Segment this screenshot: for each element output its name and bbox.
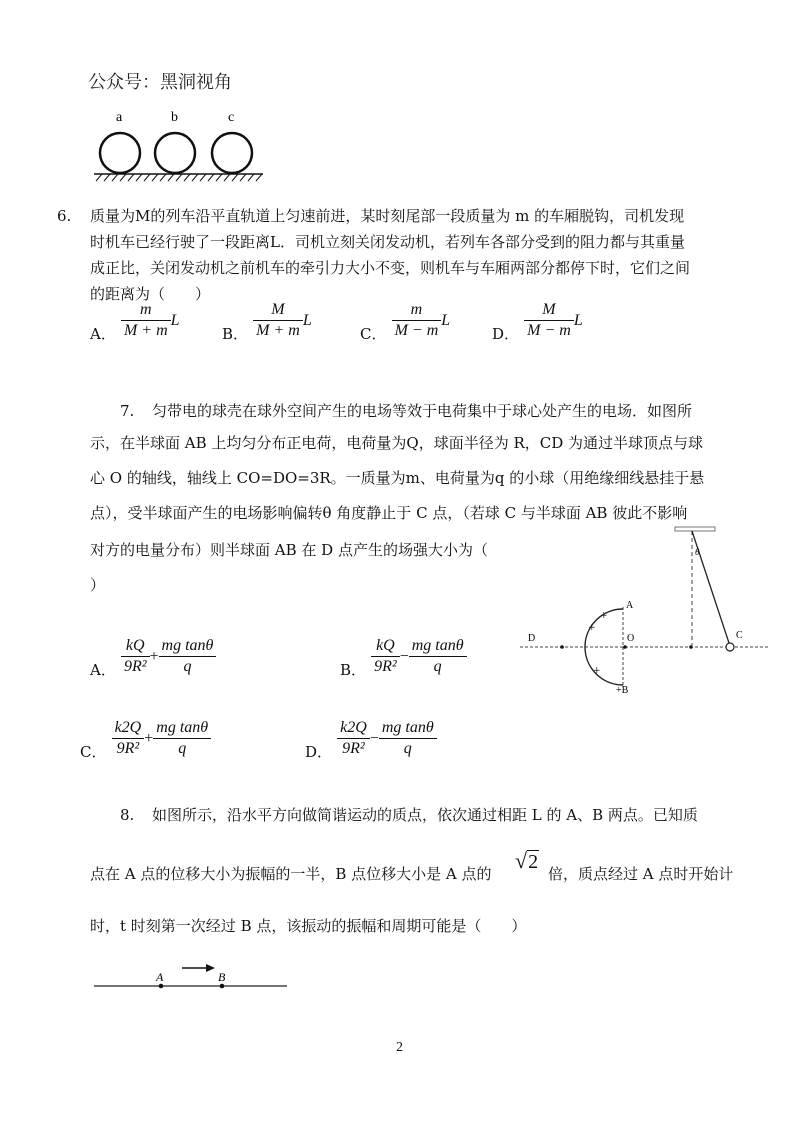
- q7-line-4: 点），受半球面产生的电场影响偏转θ 角度静止于 C 点，（若球 C 与半球面 AB 彼此不影响: [90, 504, 688, 522]
- q7-b-op: −: [399, 648, 409, 665]
- q6-line-4: 的距离为（ ）: [90, 285, 211, 303]
- q7-d-f2den: q: [403, 740, 412, 757]
- q7-line-6: ）: [90, 576, 106, 594]
- q6-a-den: M + m: [123, 322, 168, 339]
- q7-label-a: A: [626, 600, 634, 611]
- q6-number: 6.: [57, 207, 72, 225]
- q8-line-2a: 点在 A 点的位移大小为振幅的一半，B 点位移大小是 A 点的: [90, 865, 492, 883]
- q8-figure: [92, 955, 292, 995]
- q6-line-2: 时机车已经行驶了一段距离L．司机立刻关闭发动机，若列车各部分受到的阻力都与其重量: [90, 233, 685, 251]
- q7-label-b: +B: [616, 685, 629, 695]
- q8-sqrt2-radicand: 2: [528, 851, 539, 873]
- q7-label-c: C: [736, 630, 743, 641]
- svg-text:+: +: [593, 666, 601, 676]
- q7-option-c: [80, 718, 211, 759]
- q7-d-f1den: 9R²: [342, 740, 365, 757]
- q7-b-f1den: 9R²: [374, 658, 397, 675]
- q8-line-3: 时，t 时刻第一次经过 B 点，该振动的振幅和周期可能是（ ）: [90, 917, 527, 935]
- page-number: 2: [396, 1040, 403, 1055]
- q7-line-2: 示，在半球面 AB 上均匀分布正电荷，电荷量为Q，球面半径为 R，CD 为通过半球顶点与球: [90, 434, 704, 452]
- q7-a-f2num: mg tanθ: [159, 636, 217, 657]
- q7-option-b-label: B．: [340, 661, 367, 679]
- q8-label-b: B: [218, 970, 226, 984]
- ball-label-b: b: [171, 110, 178, 125]
- q7-c-f2num: mg tanθ: [153, 718, 211, 739]
- q7-c-f2den: q: [178, 740, 187, 757]
- q7-d-f2num: mg tanθ: [379, 718, 437, 739]
- q6-option-d: [492, 300, 583, 341]
- q7-label-d: D: [528, 633, 536, 644]
- q7-line-5: 对方的电量分布）则半球面 AB 在 D 点产生的场强大小为（: [90, 541, 488, 559]
- q8-sqrt2: √2: [515, 848, 539, 873]
- q7-label-o: O: [627, 633, 635, 644]
- q7-option-a-label: A．: [90, 661, 116, 679]
- q7-option-c-label: C．: [80, 743, 107, 761]
- svg-text:+: +: [600, 611, 608, 621]
- q7-option-b: [340, 636, 467, 677]
- ball-label-c: c: [228, 110, 235, 125]
- q6-b-den: M + m: [256, 322, 300, 339]
- q6-option-a-label: A．: [90, 325, 116, 343]
- q7-a-f1num: kQ: [121, 636, 150, 657]
- q7-ball-c: [726, 643, 734, 651]
- q6-option-a: [90, 300, 180, 341]
- watermark: 公众号：黑洞视角: [88, 72, 232, 93]
- q7-option-d-label: D．: [305, 743, 333, 761]
- q8-line-1: 如图所示，沿水平方向做简谐运动的质点，依次通过相距 L 的 A、B 两点。已知质: [152, 806, 698, 824]
- q6-c-num: m: [392, 300, 442, 321]
- q7-b-f2num: mg tanθ: [409, 636, 467, 657]
- ball-b: [155, 133, 195, 173]
- q6-line-1: 质量为M的列车沿平直轨道上匀速前进，某时刻尾部一段质量为 m 的车厢脱钩，司机发现: [90, 207, 685, 225]
- q7-d-f1num: k2Q: [337, 718, 370, 739]
- ball-label-a: a: [116, 110, 123, 125]
- q7-c-op: +: [144, 730, 154, 747]
- q6-c-den: M − m: [394, 322, 439, 339]
- ball-a: [100, 133, 140, 173]
- q7-d-op: −: [369, 730, 379, 747]
- q6-option-d-label: D．: [492, 325, 520, 343]
- q7-a-f1den: 9R²: [123, 658, 147, 675]
- q7-theta: θ: [695, 547, 700, 557]
- q6-line-3: 成正比，关闭发动机之前机车的牵引力大小不变，则机车与车厢两部分都停下时，它们之间: [90, 259, 691, 277]
- three-balls-figure: [88, 105, 288, 185]
- q7-line-3: 心 O 的轴线，轴线上 CO=DO=3R。一质量为m、电荷量为q 的小球（用绝缘细线悬挂于悬: [90, 469, 705, 487]
- q6-c-tail: L: [441, 312, 451, 329]
- q8-number: 8.: [120, 806, 135, 824]
- q7-figure: [520, 525, 770, 695]
- q7-option-a: [90, 636, 216, 677]
- q7-line-1: 匀带电的球壳在球外空间产生的电场等效于电荷集中于球心处产生的电场．如图所: [152, 402, 693, 420]
- q7-a-f2den: q: [183, 658, 192, 675]
- q6-option-c: [360, 300, 450, 341]
- q8-label-a: A: [156, 970, 164, 984]
- q7-a-op: +: [149, 648, 159, 665]
- q6-option-b: [222, 300, 312, 341]
- q6-a-num: m: [121, 300, 171, 321]
- q7-number: 7.: [120, 402, 135, 420]
- ball-c: [212, 133, 252, 173]
- q7-c-f1num: k2Q: [112, 718, 145, 739]
- q6-b-num: M: [253, 300, 303, 321]
- q6-option-c-label: C．: [360, 325, 387, 343]
- q6-d-tail: L: [573, 312, 583, 329]
- q8-line-2b: 倍，质点经过 A 点时开始计: [548, 865, 734, 883]
- q6-a-tail: L: [170, 312, 180, 329]
- q7-c-f1den: 9R²: [116, 740, 140, 757]
- q6-option-b-label: B．: [222, 325, 249, 343]
- q7-b-f2den: q: [433, 658, 442, 675]
- q7-option-d: [305, 718, 437, 759]
- q7-b-f1num: kQ: [371, 636, 400, 657]
- q6-d-num: M: [524, 300, 574, 321]
- q6-d-den: M − m: [527, 322, 571, 339]
- q6-b-tail: L: [302, 312, 312, 329]
- svg-text:+: +: [588, 623, 596, 633]
